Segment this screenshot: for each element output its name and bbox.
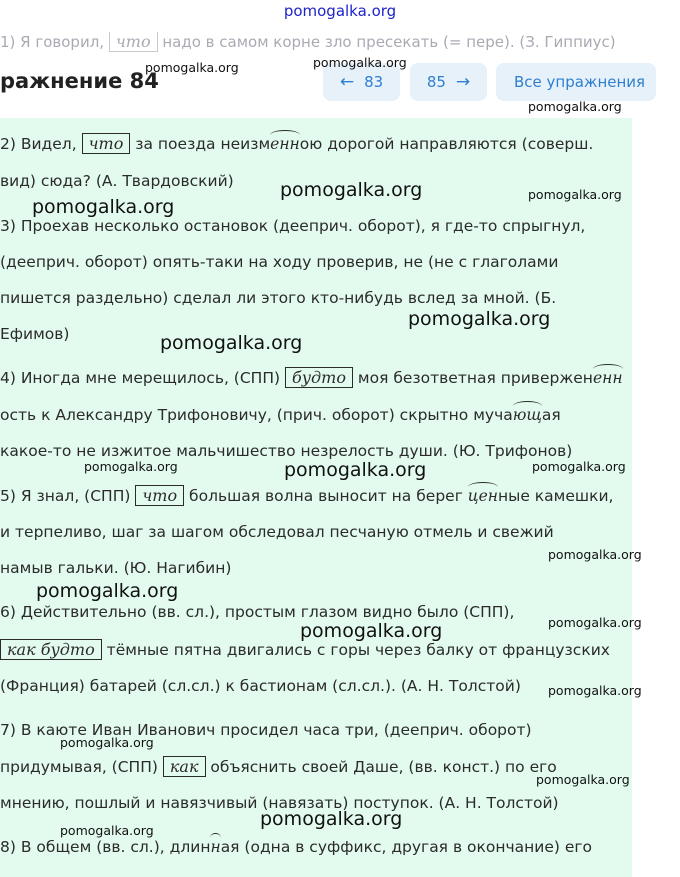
text-line: и терпеливо, шаг за шагом обследовал песчаную отмель и свежий: [0, 523, 554, 541]
text-line: ость к Александру Трифоновичу, (прич. оборот) скрытно мучающая: [0, 406, 561, 424]
arrow-right-icon: →: [455, 72, 471, 92]
watermark-text: pomogalka.org: [536, 772, 630, 787]
watermark-text: pomogalka.org: [313, 55, 407, 70]
text-line: как будто тёмные пятна двигались с горы через балку от французских: [0, 640, 610, 659]
watermark-text: pomogalka.org: [284, 459, 427, 481]
all-exercises-button[interactable]: [496, 63, 656, 101]
boxed-conjunction: что: [135, 485, 184, 506]
suffix-mark: енн: [270, 135, 300, 153]
text-line: 5) Я знал, (СПП) что большая волна выносит на берег ценные камешки,: [0, 486, 614, 505]
text-line: пишется раздельно) сделал ли этого кто-нибудь вслед за мной. (Б.: [0, 289, 557, 307]
watermark-text: pomogalka.org: [408, 308, 551, 330]
watermark-text: pomogalka.org: [300, 620, 443, 642]
watermark-text: pomogalka.org: [145, 60, 239, 75]
text-line: 4) Иногда мне мерещилось, (СПП) будто моя безответная привержененн: [0, 368, 623, 387]
watermark-text: pomogalka.org: [260, 808, 403, 830]
boxed-conjunction: как: [163, 756, 206, 777]
watermark-text: pomogalka.org: [60, 823, 154, 838]
watermark-text: pomogalka.org: [548, 547, 642, 562]
watermark-text: pomogalka.org: [60, 735, 154, 750]
faded-text-end: надо в самом корне зло пресекать (= пере). (З. Гиппиус): [157, 33, 616, 51]
text-line: вид) сюда? (А. Твардовский): [0, 172, 234, 190]
text-line: (Франция) батарей (сл.сл.) к бастионам (сл.сл.). (А. Н. Толстой): [0, 677, 521, 695]
text-line: мнению, пошлый и навязчивый (навязать) поступок. (А. Н. Толстой): [0, 794, 559, 812]
boxed-conjunction: что: [82, 133, 131, 154]
watermark-text: pomogalka.org: [548, 683, 642, 698]
faded-text: 1) Я говорил,: [0, 33, 109, 51]
text-line: 3) Проехав несколько остановок (дееприч. оборот), я где-то спрыгнул,: [0, 217, 586, 235]
boxed-conjunction: как будто: [0, 639, 102, 660]
watermark-text: pomogalka.org: [548, 615, 642, 630]
text-line: 2) Видел, что за поезда неизменною дорогой направляются (соверш.: [0, 134, 594, 153]
watermark-text: pomogalka.org: [84, 459, 178, 474]
exercise-title: ражнение 84: [0, 69, 159, 93]
watermark-text: pomogalka.org: [532, 459, 626, 474]
suffix-mark: енн: [592, 369, 623, 387]
watermark-text: pomogalka.org: [280, 179, 423, 201]
watermark-text: pomogalka.org: [32, 196, 175, 218]
text-line: какое-то не изжитое мальчишество незрелость души. (Ю. Трифонов): [0, 442, 573, 460]
watermark-text: pomogalka.org: [160, 332, 303, 354]
text-line: Ефимов): [0, 325, 70, 343]
boxed-conjunction: будто: [285, 367, 353, 388]
faded-boxed-word: что: [109, 32, 158, 52]
text-line: (дееприч. оборот) опять-таки на ходу проверив, не (не с глаголами: [0, 253, 559, 271]
text-line: 8) В общем (вв. сл.), длинная (одна в суффикс, другая в окончание) его: [0, 838, 592, 856]
suffix-mark: цен: [467, 487, 498, 505]
watermark-text: pomogalka.org: [528, 187, 622, 202]
suffix-mark: ющ: [512, 406, 542, 424]
all-exercises-label: Все упражнения: [514, 73, 646, 91]
site-url-top[interactable]: pomogalka.org: [283, 2, 397, 20]
watermark-text: pomogalka.org: [36, 580, 179, 602]
text-line: намыв гальки. (Ю. Нагибин): [0, 559, 232, 577]
answer-content: [0, 118, 632, 877]
arrow-left-icon: ←: [339, 72, 355, 92]
text-line: придумывая, (СПП) как объяснить своей Даше, (вв. конст.) по его: [0, 757, 557, 776]
text-line: 6) Действительно (вв. сл.), простым глазом видно было (СПП),: [0, 603, 515, 621]
prev-exercise-label: 83: [364, 73, 384, 91]
text-line: 7) В каюте Иван Иванович просидел часа три, (дееприч. оборот): [0, 721, 532, 739]
previous-sentence-faded: [0, 32, 640, 54]
next-exercise-button[interactable]: [410, 63, 487, 101]
next-exercise-label: 85: [426, 73, 446, 91]
watermark-text: pomogalka.org: [528, 99, 622, 114]
suffix-mark: н: [210, 838, 221, 856]
